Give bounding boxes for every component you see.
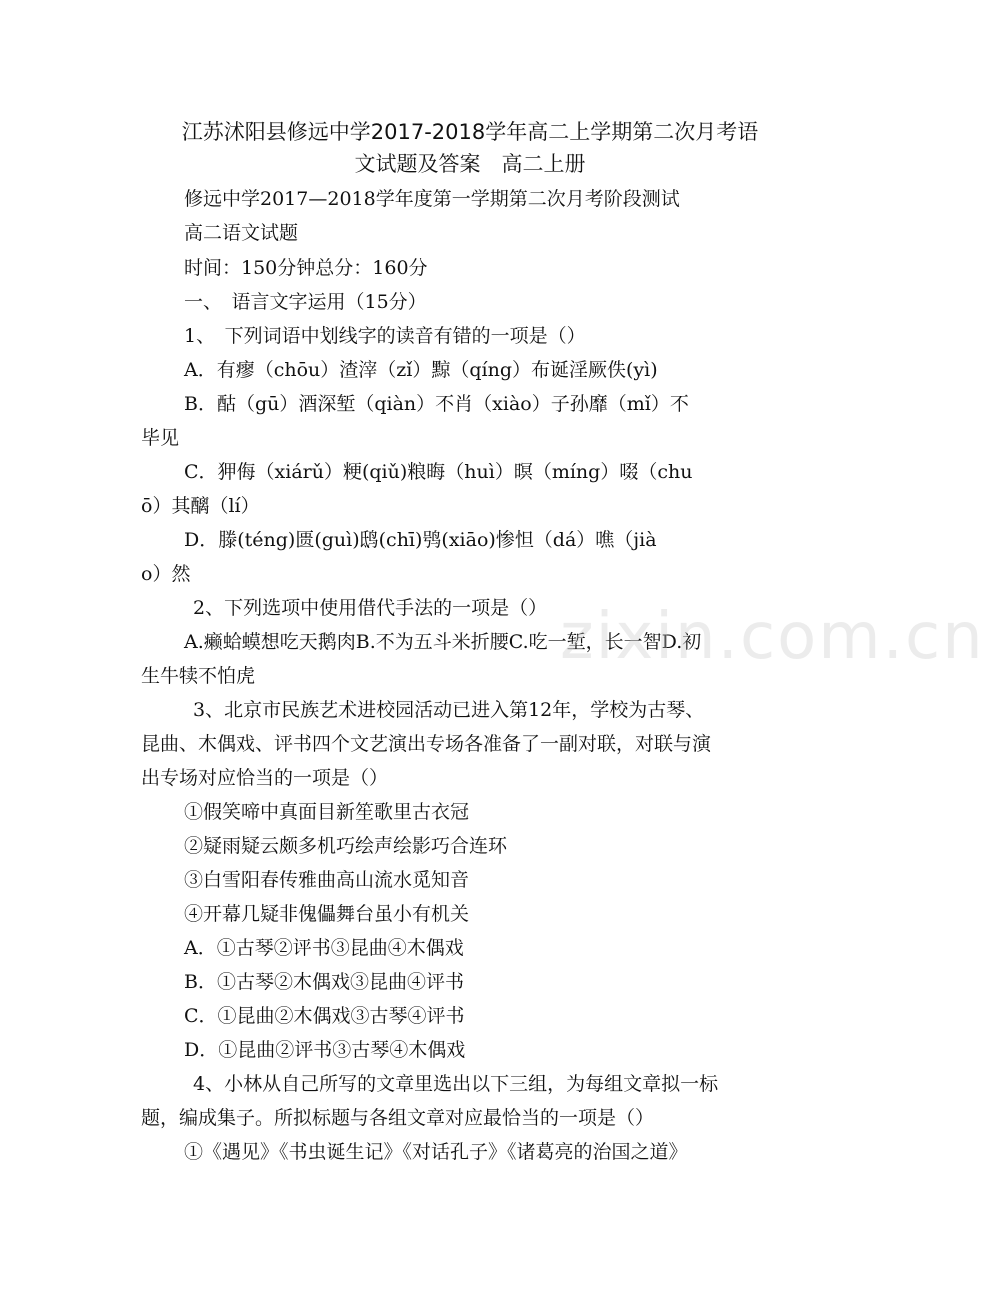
title-line-2: 文试题及答案 高二上册 xyxy=(354,152,586,176)
q4-group-1: ①《遇见》《书虫诞生记》《对话孔子》《诸葛亮的治国之道》 xyxy=(184,1141,688,1163)
q2-options-line1: A.癞蛤蟆想吃天鹅肉B.不为五斗米折腰C.吃一堑，长一智D.初 xyxy=(184,631,702,653)
q1-option-d-line1: D．滕(téng)匮(guì)鸱(chī)鸮(xiāo)惨怛（dá）噍（jià xyxy=(184,529,657,551)
q1-option-b-line2: 毕见 xyxy=(141,427,180,449)
q3-stem-line3: 出专场对应恰当的一项是（） xyxy=(141,767,389,789)
q3-couplet-1: ①假笑啼中真面目新笙歌里古衣冠 xyxy=(184,801,470,823)
q1-option-d-line2: o）然 xyxy=(141,563,191,585)
title-line-1: 江苏沭阳县修远中学2017-2018学年高二上学期第二次月考语 xyxy=(181,120,759,144)
q4-stem-line2: 题，编成集子。所拟标题与各组文章对应最恰当的一项是（） xyxy=(141,1107,655,1129)
q3-stem-line1: 3、北京市民族艺术进校园活动已进入第12年，学校为古琴、 xyxy=(193,699,705,721)
q1-option-b-line1: B．酤（gū）酒深堑（qiàn）不肖（xiào）子孙靡（mǐ）不 xyxy=(184,393,689,415)
q3-option-d: D．①昆曲②评书③古琴④木偶戏 xyxy=(184,1039,466,1061)
q3-couplet-2: ②疑雨疑云颇多机巧绘声绘影巧合连环 xyxy=(184,835,508,857)
school-test-line: 修远中学2017—2018学年度第一学期第二次月考阶段测试 xyxy=(184,188,680,210)
section-heading: 一、 语言文字运用（15分） xyxy=(184,291,427,313)
q1-option-c-line1: C．狎侮（xiárǔ）粳(qiǔ)粮晦（huì）暝（míng）啜（chu xyxy=(184,461,693,483)
watermark: zixin.com.cn xyxy=(560,600,985,674)
q3-option-b: B．①古琴②木偶戏③昆曲④评书 xyxy=(184,971,464,993)
q1-option-a: A．有瘳（chōu）渣滓（zǐ）黥（qíng）布诞淫厥佚(yì) xyxy=(184,359,658,381)
q3-couplet-4: ④开幕几疑非傀儡舞台虽小有机关 xyxy=(184,903,470,925)
subject-line: 高二语文试题 xyxy=(184,222,299,244)
time-score-line: 时间：150分钟总分：160分 xyxy=(184,257,428,279)
q1-option-c-line2: ō）其醨（lí） xyxy=(141,495,260,517)
q4-stem-line1: 4、小林从自己所写的文章里选出以下三组，为每组文章拟一标 xyxy=(193,1073,719,1095)
q2-stem: 2、下列选项中使用借代手法的一项是（） xyxy=(193,597,548,619)
q3-option-c: C．①昆曲②木偶戏③古琴④评书 xyxy=(184,1005,465,1027)
q1-stem: 1、 下列词语中划线字的读音有错的一项是（） xyxy=(184,325,586,347)
q2-options-line2: 生牛犊不怕虎 xyxy=(141,665,256,687)
q3-couplet-3: ③白雪阳春传雅曲高山流水觅知音 xyxy=(184,869,470,891)
document-title xyxy=(150,116,790,180)
q3-stem-line2: 昆曲、木偶戏、评书四个文艺演出专场各准备了一副对联，对联与演 xyxy=(141,733,712,755)
q3-option-a: A．①古琴②评书③昆曲④木偶戏 xyxy=(184,937,464,959)
